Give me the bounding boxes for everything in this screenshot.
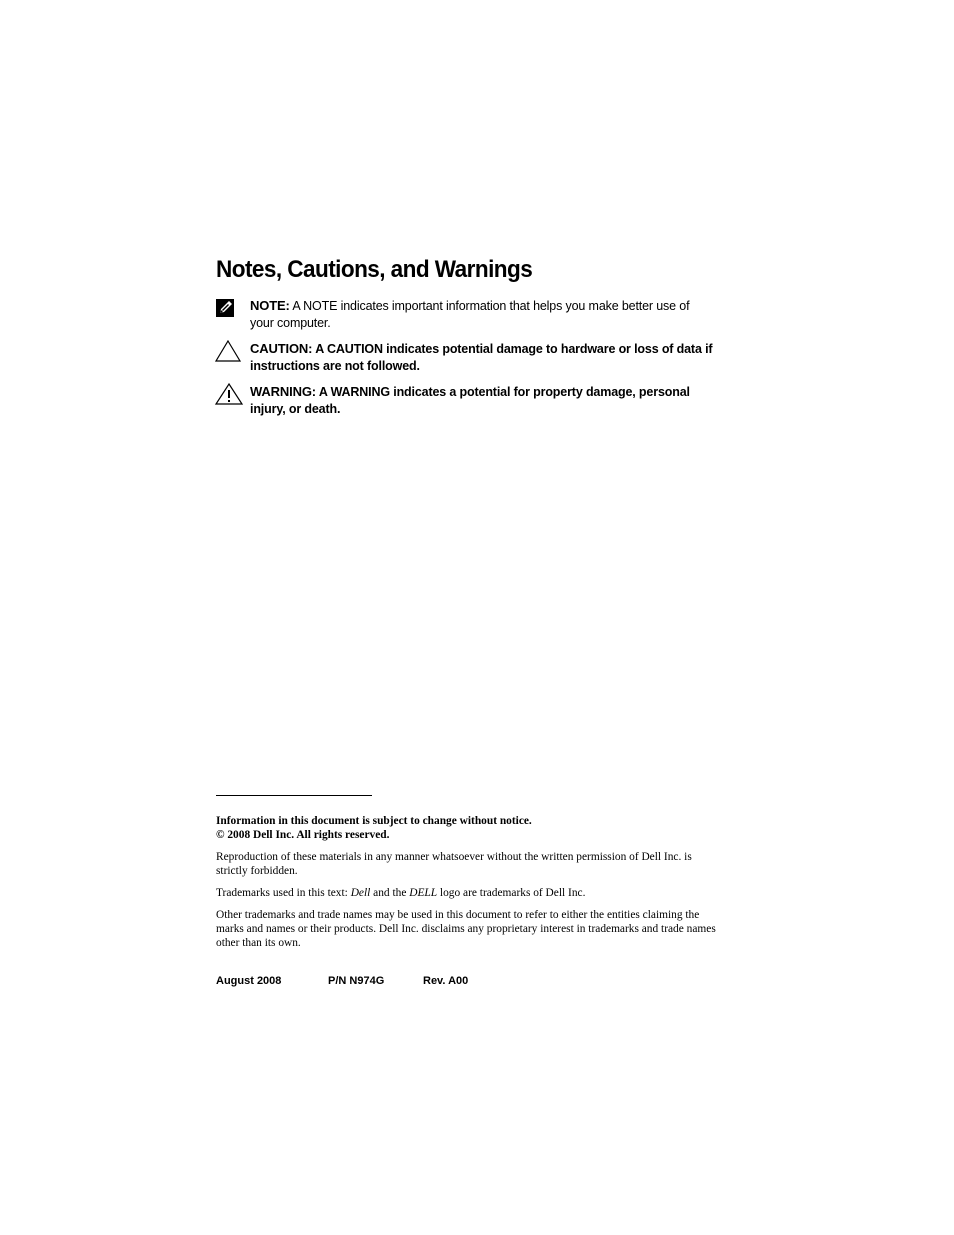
caution-triangle-icon	[214, 340, 250, 362]
trademarks-suffix: logo are trademarks of Dell Inc.	[437, 887, 586, 899]
page-title: Notes, Cautions, and Warnings	[216, 256, 533, 283]
copyright-line: © 2008 Dell Inc. All rights reserved.	[216, 829, 390, 841]
warning-label: WARNING:	[250, 384, 316, 399]
revision: Rev. A00	[423, 975, 469, 987]
warning-text-block	[250, 383, 714, 418]
info-line: Information in this document is subject to change without notice.	[216, 815, 532, 827]
caution-label: CAUTION:	[250, 341, 313, 356]
note-text-block	[250, 297, 714, 332]
caution-text: A CAUTION indicates potential damage to hardware or loss of data if instructions are not followed.	[250, 342, 713, 373]
note-text: A NOTE indicates important information that helps you make better use of your computer.	[250, 299, 690, 330]
warning-notice	[214, 383, 714, 418]
note-pencil-icon	[214, 297, 250, 319]
caution-text-block	[250, 340, 714, 375]
trademark-dell-logo: DELL	[409, 887, 438, 899]
trademarks-mid: and the	[370, 887, 410, 899]
warning-text: A WARNING indicates a potential for property damage, personal injury, or death.	[250, 385, 690, 416]
footnote-divider	[216, 795, 372, 796]
part-number: P/N N974G	[328, 975, 385, 987]
document-footer	[216, 975, 468, 987]
note-notice	[214, 297, 714, 332]
publication-date: August 2008	[216, 975, 282, 987]
warning-triangle-icon	[214, 383, 250, 405]
reproduction-notice: Reproduction of these materials in any manner whatsoever without the written permission of Dell Inc. is strictly forbidden.	[216, 851, 692, 877]
trademarks-notice	[216, 886, 718, 900]
caution-notice	[214, 340, 714, 375]
other-trademarks-notice: Other trademarks and trade names may be used in this document to refer to either the entities claiming the marks and names or their products. Dell Inc. disclaims any proprietary interest in trademarks and trade names other than its own.	[216, 909, 716, 949]
note-label: NOTE:	[250, 298, 290, 313]
info-notice	[216, 814, 718, 842]
trademark-dell: Dell	[350, 887, 371, 899]
trademarks-prefix: Trademarks used in this text:	[216, 887, 351, 899]
